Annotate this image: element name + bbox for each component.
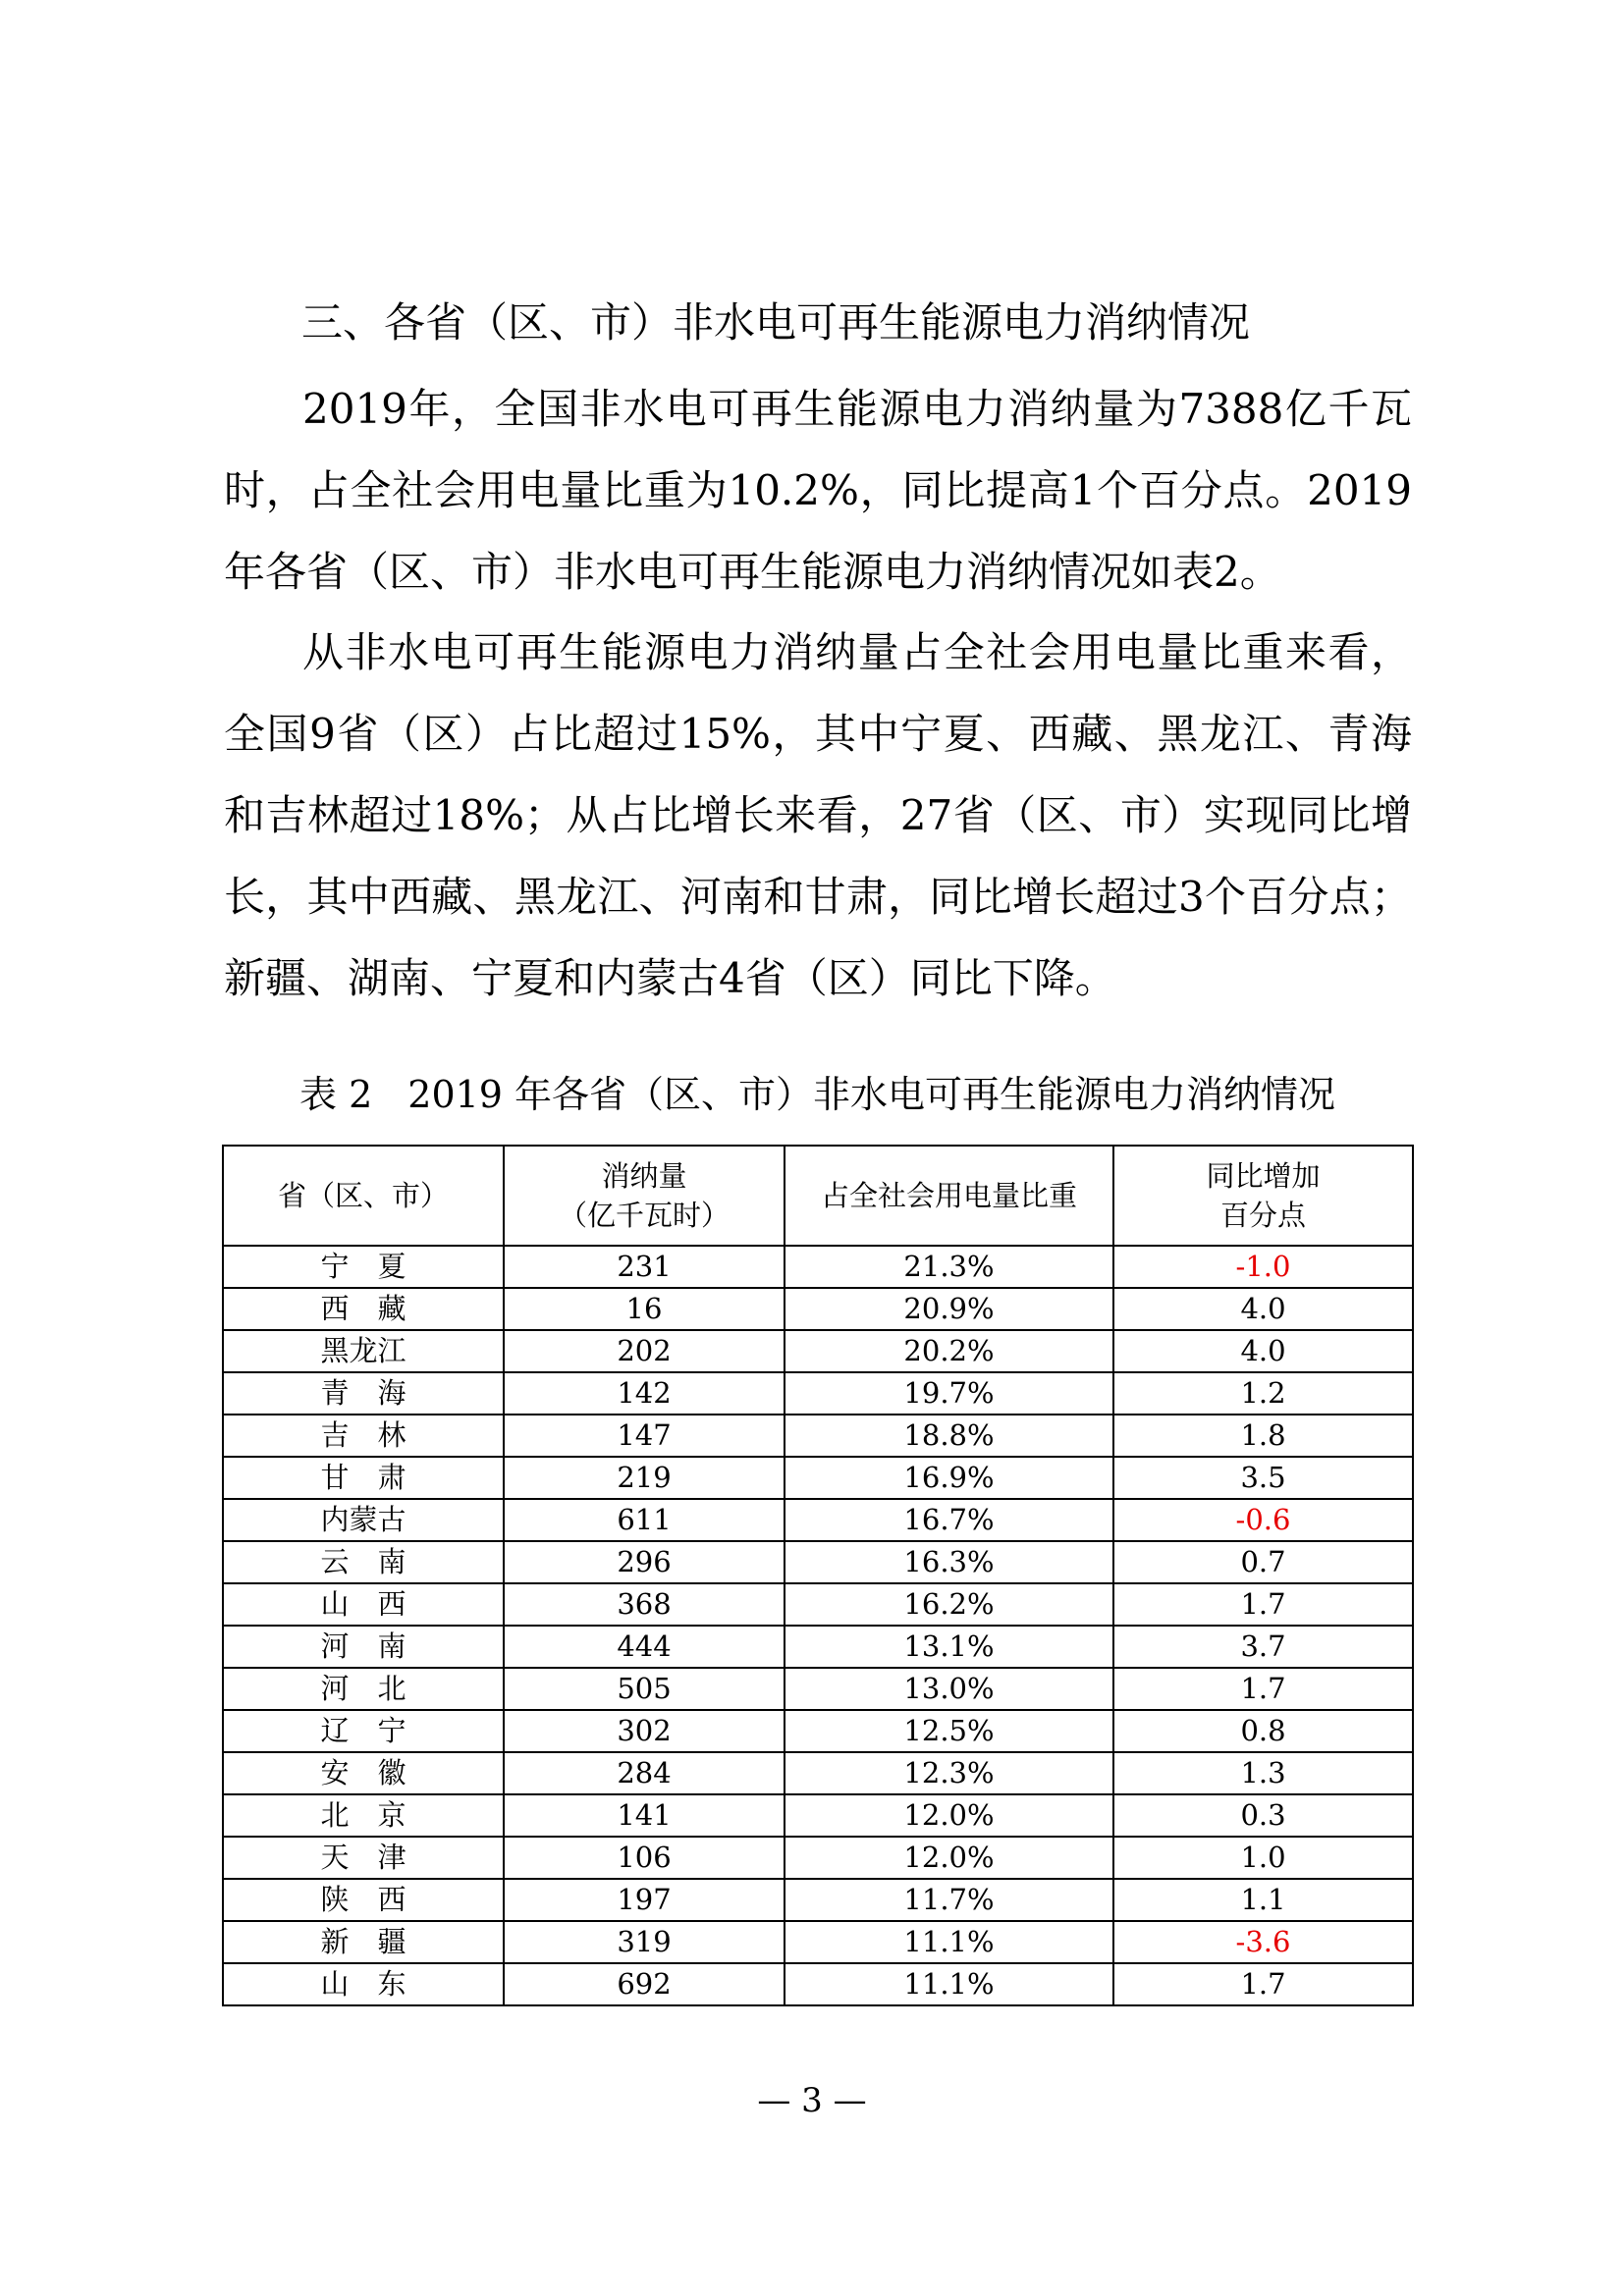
cell-change: 3.7 (1113, 1626, 1413, 1668)
cell-share: 20.2% (785, 1330, 1113, 1372)
table-row (223, 1457, 1413, 1499)
cell-share: 18.8% (785, 1415, 1113, 1457)
cell-amount: 284 (504, 1752, 785, 1794)
cell-amount: 106 (504, 1837, 785, 1879)
consumption-table (222, 1145, 1414, 2006)
cell-change: -3.6 (1113, 1921, 1413, 1963)
cell-change: 0.7 (1113, 1541, 1413, 1583)
cell-change: 1.3 (1113, 1752, 1413, 1794)
table-caption-label: 表 2 (299, 1073, 373, 1116)
cell-share: 16.9% (785, 1457, 1113, 1499)
table-row (223, 1710, 1413, 1752)
cell-change: -1.0 (1113, 1246, 1413, 1288)
cell-share: 12.0% (785, 1794, 1113, 1837)
cell-change: 0.8 (1113, 1710, 1413, 1752)
cell-province: 云 南 (223, 1541, 504, 1583)
cell-amount: 319 (504, 1921, 785, 1963)
cell-province: 青 海 (223, 1372, 504, 1415)
cell-change: 1.7 (1113, 1963, 1413, 2005)
cell-share: 16.3% (785, 1541, 1113, 1583)
cell-change: 1.1 (1113, 1879, 1413, 1921)
cell-amount: 142 (504, 1372, 785, 1415)
header-province: 省（区、市） (223, 1146, 504, 1246)
table-row (223, 1583, 1413, 1626)
cell-share: 16.7% (785, 1499, 1113, 1541)
paragraph-2: 从非水电可再生能源电力消纳量占全社会用电量比重来看，全国9省（区）占比超过15%，其中宁夏、西藏、黑龙江、青海和吉林超过18%；从占比增长来看，27省（区、市）实现同比增长，其中西藏、黑龙江、河南和甘肃，同比增长超过3个百分点；新疆、湖南、宁夏和内蒙古4省（区）同比下降。 (224, 628, 1412, 1002)
cell-amount: 16 (504, 1288, 785, 1330)
table-row (223, 1541, 1413, 1583)
cell-province: 西 藏 (223, 1288, 504, 1330)
cell-change: 1.8 (1113, 1415, 1413, 1457)
table-row (223, 1837, 1413, 1879)
cell-amount: 202 (504, 1330, 785, 1372)
cell-change: 0.3 (1113, 1794, 1413, 1837)
cell-change: 1.0 (1113, 1837, 1413, 1879)
cell-province: 吉 林 (223, 1415, 504, 1457)
cell-change: 1.7 (1113, 1668, 1413, 1710)
cell-share: 11.7% (785, 1879, 1113, 1921)
cell-amount: 219 (504, 1457, 785, 1499)
paragraph-1: 2019年，全国非水电可再生能源电力消纳量为7388亿千瓦时，占全社会用电量比重为10.2%，同比提高1个百分点。2019年各省（区、市）非水电可再生能源电力消纳情况如表2。 (224, 385, 1412, 596)
cell-amount: 296 (504, 1541, 785, 1583)
cell-amount: 141 (504, 1794, 785, 1837)
table-row (223, 1668, 1413, 1710)
table-caption-title: 2019 年各省（区、市）非水电可再生能源电力消纳情况 (407, 1073, 1336, 1116)
cell-share: 20.9% (785, 1288, 1113, 1330)
table-row (223, 1246, 1413, 1288)
cell-change: 4.0 (1113, 1330, 1413, 1372)
cell-share: 11.1% (785, 1921, 1113, 1963)
table-row (223, 1963, 1413, 2005)
cell-share: 19.7% (785, 1372, 1113, 1415)
cell-province: 黑龙江 (223, 1330, 504, 1372)
cell-amount: 505 (504, 1668, 785, 1710)
cell-change: 1.7 (1113, 1583, 1413, 1626)
cell-province: 新 疆 (223, 1921, 504, 1963)
cell-province: 天 津 (223, 1837, 504, 1879)
cell-province: 陕 西 (223, 1879, 504, 1921)
cell-share: 21.3% (785, 1246, 1113, 1288)
header-change: 同比增加 百分点 (1113, 1146, 1413, 1246)
table-row (223, 1330, 1413, 1372)
cell-province: 宁 夏 (223, 1246, 504, 1288)
cell-change: 3.5 (1113, 1457, 1413, 1499)
table-row (223, 1626, 1413, 1668)
cell-share: 12.0% (785, 1837, 1113, 1879)
table-header-row (223, 1146, 1413, 1246)
cell-amount: 444 (504, 1626, 785, 1668)
header-share: 占全社会用电量比重 (785, 1146, 1113, 1246)
table-caption (299, 1070, 1478, 1119)
cell-province: 安 徽 (223, 1752, 504, 1794)
cell-province: 辽 宁 (223, 1710, 504, 1752)
cell-share: 11.1% (785, 1963, 1113, 2005)
cell-province: 北 京 (223, 1794, 504, 1837)
cell-share: 12.5% (785, 1710, 1113, 1752)
table-row (223, 1794, 1413, 1837)
cell-amount: 147 (504, 1415, 785, 1457)
cell-province: 山 东 (223, 1963, 504, 2005)
cell-change: -0.6 (1113, 1499, 1413, 1541)
table-row (223, 1372, 1413, 1415)
cell-amount: 368 (504, 1583, 785, 1626)
cell-province: 河 北 (223, 1668, 504, 1710)
cell-share: 13.0% (785, 1668, 1113, 1710)
table-row (223, 1415, 1413, 1457)
cell-province: 甘 肃 (223, 1457, 504, 1499)
cell-province: 河 南 (223, 1626, 504, 1668)
cell-amount: 197 (504, 1879, 785, 1921)
cell-amount: 692 (504, 1963, 785, 2005)
cell-amount: 231 (504, 1246, 785, 1288)
section-heading: 三、各省（区、市）非水电可再生能源电力消纳情况 (301, 298, 1251, 347)
cell-province: 山 西 (223, 1583, 504, 1626)
cell-amount: 611 (504, 1499, 785, 1541)
cell-change: 1.2 (1113, 1372, 1413, 1415)
table-row (223, 1499, 1413, 1541)
cell-share: 12.3% (785, 1752, 1113, 1794)
table-row (223, 1921, 1413, 1963)
cell-amount: 302 (504, 1710, 785, 1752)
cell-change: 4.0 (1113, 1288, 1413, 1330)
page-number: — 3 — (757, 2081, 867, 2120)
table-row (223, 1752, 1413, 1794)
header-amount: 消纳量 （亿千瓦时） (504, 1146, 785, 1246)
cell-share: 13.1% (785, 1626, 1113, 1668)
table-row (223, 1288, 1413, 1330)
table-row (223, 1879, 1413, 1921)
cell-share: 16.2% (785, 1583, 1113, 1626)
cell-province: 内蒙古 (223, 1499, 504, 1541)
